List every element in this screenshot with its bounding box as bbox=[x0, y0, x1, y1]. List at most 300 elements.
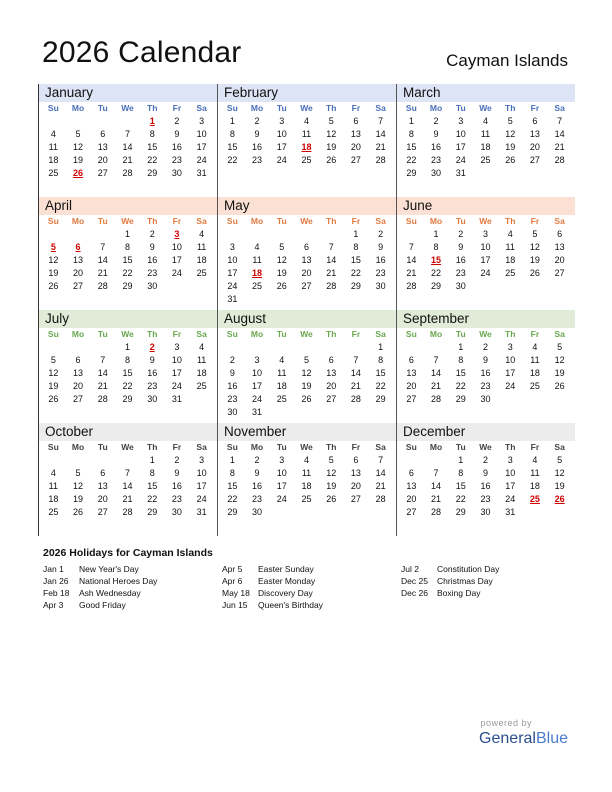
day-cell: 16 bbox=[147, 255, 158, 265]
holiday-name: New Year's Day bbox=[79, 564, 139, 574]
week-row bbox=[218, 254, 396, 267]
day-cell: 15 bbox=[147, 481, 158, 491]
day-cell: 12 bbox=[73, 481, 84, 491]
day-cell: 6 bbox=[75, 242, 81, 252]
day-cell: 12 bbox=[554, 355, 565, 365]
day-cell: 13 bbox=[73, 255, 84, 265]
day-cell: 17 bbox=[171, 368, 182, 378]
day-cell: 26 bbox=[326, 155, 337, 165]
day-cell: 5 bbox=[557, 455, 563, 465]
day-cell: 20 bbox=[97, 494, 108, 504]
day-cell: 27 bbox=[97, 507, 108, 517]
day-cell: 24 bbox=[480, 268, 491, 278]
week-row bbox=[39, 493, 217, 506]
day-cell: 30 bbox=[171, 168, 182, 178]
week-row bbox=[218, 115, 396, 128]
week-row bbox=[397, 393, 575, 406]
weekday-label: Th bbox=[326, 329, 337, 339]
day-cell: 15 bbox=[350, 255, 361, 265]
holiday-row bbox=[401, 587, 499, 599]
day-cell: 19 bbox=[505, 142, 516, 152]
week-row bbox=[39, 167, 217, 180]
weekday-label: Tu bbox=[97, 329, 108, 339]
day-cell: 19 bbox=[554, 481, 565, 491]
day-cell: 24 bbox=[171, 268, 182, 278]
week-row bbox=[39, 228, 217, 241]
day-cell: 23 bbox=[480, 381, 491, 391]
day-cell: 2 bbox=[149, 229, 155, 239]
holiday-name: Easter Monday bbox=[258, 576, 316, 586]
month-march bbox=[396, 84, 575, 197]
empty-day-cell bbox=[269, 506, 294, 519]
empty-day-cell bbox=[498, 393, 523, 406]
day-cell: 26 bbox=[326, 494, 337, 504]
weekday-label: Fr bbox=[351, 103, 361, 113]
day-cell: 29 bbox=[406, 168, 417, 178]
day-cell: 6 bbox=[557, 229, 563, 239]
day-cell: 19 bbox=[326, 142, 337, 152]
day-cell: 13 bbox=[554, 242, 565, 252]
day-cell: 15 bbox=[227, 481, 238, 491]
empty-day-cell bbox=[344, 341, 369, 354]
weekday-label: Th bbox=[147, 329, 158, 339]
holiday-name: Boxing Day bbox=[437, 588, 481, 598]
day-cell: 29 bbox=[122, 281, 133, 291]
day-cell: 16 bbox=[147, 368, 158, 378]
day-cell: 27 bbox=[73, 394, 84, 404]
weekday-header bbox=[39, 328, 217, 341]
day-cell: 23 bbox=[227, 394, 238, 404]
empty-day-cell bbox=[319, 341, 344, 354]
day-cell: 23 bbox=[252, 494, 263, 504]
weekday-label: We bbox=[121, 103, 134, 113]
day-cell: 19 bbox=[48, 381, 59, 391]
day-cell: 3 bbox=[174, 342, 180, 352]
day-cell: 27 bbox=[97, 168, 108, 178]
day-cell: 22 bbox=[122, 381, 133, 391]
day-cell: 3 bbox=[279, 455, 285, 465]
day-cell: 10 bbox=[505, 468, 516, 478]
weekday-label: Fr bbox=[530, 216, 540, 226]
empty-day-cell bbox=[319, 406, 344, 419]
week-row bbox=[397, 454, 575, 467]
day-cell: 2 bbox=[149, 342, 155, 352]
week-row bbox=[39, 141, 217, 154]
day-cell: 13 bbox=[97, 142, 108, 152]
day-cell: 28 bbox=[375, 155, 386, 165]
day-cell: 20 bbox=[73, 268, 84, 278]
weekday-label: Fr bbox=[351, 442, 361, 452]
day-cell: 8 bbox=[229, 129, 235, 139]
holiday-date: Feb 18 bbox=[43, 588, 70, 598]
day-cell: 29 bbox=[431, 281, 442, 291]
empty-day-cell bbox=[344, 293, 369, 306]
empty-day-cell bbox=[294, 341, 319, 354]
day-cell: 17 bbox=[480, 255, 491, 265]
weekday-label: Sa bbox=[375, 442, 386, 452]
day-cell: 21 bbox=[122, 155, 133, 165]
weekday-label: Sa bbox=[196, 216, 207, 226]
day-cell: 3 bbox=[507, 342, 513, 352]
day-cell: 31 bbox=[171, 394, 182, 404]
day-cell: 9 bbox=[149, 242, 155, 252]
day-cell: 27 bbox=[326, 394, 337, 404]
weekday-label: We bbox=[479, 216, 492, 226]
day-cell: 28 bbox=[406, 281, 417, 291]
week-row bbox=[397, 228, 575, 241]
holidays-title: 2026 Holidays for Cayman Islands bbox=[43, 547, 213, 559]
day-cell: 3 bbox=[279, 116, 285, 126]
day-cell: 28 bbox=[122, 507, 133, 517]
day-cell: 16 bbox=[480, 368, 491, 378]
day-cell: 31 bbox=[252, 407, 263, 417]
day-cell: 25 bbox=[48, 507, 59, 517]
empty-day-cell bbox=[547, 167, 572, 180]
day-cell: 22 bbox=[431, 268, 442, 278]
day-cell: 12 bbox=[554, 468, 565, 478]
day-cell: 17 bbox=[252, 381, 263, 391]
day-cell: 2 bbox=[482, 342, 488, 352]
day-cell: 17 bbox=[196, 481, 207, 491]
weekday-header bbox=[39, 441, 217, 454]
month-title: April bbox=[39, 197, 217, 215]
week-row bbox=[218, 406, 396, 419]
day-cell: 11 bbox=[196, 355, 207, 365]
day-cell: 11 bbox=[530, 355, 540, 365]
day-cell: 9 bbox=[174, 129, 180, 139]
day-cell: 8 bbox=[458, 355, 464, 365]
day-cell: 22 bbox=[406, 155, 417, 165]
month-title: July bbox=[39, 310, 217, 328]
weekday-label: Su bbox=[47, 216, 59, 226]
day-cell: 27 bbox=[554, 268, 565, 278]
day-cell: 19 bbox=[301, 381, 312, 391]
day-cell: 9 bbox=[254, 468, 260, 478]
weekday-label: Fr bbox=[351, 216, 361, 226]
day-cell: 3 bbox=[507, 455, 513, 465]
empty-day-cell bbox=[220, 341, 245, 354]
day-cell: 12 bbox=[48, 368, 59, 378]
week-row bbox=[218, 454, 396, 467]
day-cell: 3 bbox=[254, 355, 260, 365]
day-cell: 12 bbox=[301, 368, 312, 378]
day-cell: 15 bbox=[431, 255, 442, 265]
holiday-name: Easter Sunday bbox=[258, 564, 314, 574]
day-cell: 6 bbox=[328, 355, 334, 365]
day-cell: 2 bbox=[378, 229, 384, 239]
empty-day-cell bbox=[399, 341, 424, 354]
weekday-label: Th bbox=[326, 103, 337, 113]
weekday-label: We bbox=[479, 103, 492, 113]
generalblue-logo[interactable] bbox=[479, 730, 568, 748]
day-cell: 9 bbox=[229, 368, 235, 378]
week-row bbox=[218, 154, 396, 167]
day-cell: 5 bbox=[303, 355, 309, 365]
day-cell: 28 bbox=[375, 494, 386, 504]
day-cell: 14 bbox=[97, 255, 108, 265]
day-cell: 2 bbox=[254, 455, 260, 465]
week-row bbox=[39, 254, 217, 267]
day-cell: 13 bbox=[406, 368, 417, 378]
day-cell: 15 bbox=[455, 481, 466, 491]
weekday-label: Mo bbox=[250, 216, 264, 226]
day-cell: 29 bbox=[375, 394, 386, 404]
day-cell: 28 bbox=[350, 394, 361, 404]
day-cell: 6 bbox=[408, 355, 414, 365]
weekday-label: Th bbox=[147, 216, 158, 226]
day-cell: 20 bbox=[326, 381, 337, 391]
day-cell: 1 bbox=[149, 455, 155, 465]
day-cell: 23 bbox=[455, 268, 466, 278]
week-row bbox=[218, 367, 396, 380]
day-cell: 17 bbox=[505, 481, 516, 491]
empty-day-cell bbox=[294, 406, 319, 419]
week-row bbox=[397, 241, 575, 254]
empty-day-cell bbox=[41, 341, 66, 354]
day-cell: 8 bbox=[124, 242, 130, 252]
day-cell: 12 bbox=[48, 255, 59, 265]
day-cell: 21 bbox=[406, 268, 417, 278]
day-cell: 16 bbox=[171, 142, 182, 152]
day-cell: 27 bbox=[301, 281, 312, 291]
day-cell: 23 bbox=[252, 155, 263, 165]
day-cell: 27 bbox=[73, 281, 84, 291]
day-cell: 21 bbox=[326, 268, 337, 278]
weekday-label: Fr bbox=[530, 329, 540, 339]
weekday-label: Fr bbox=[172, 216, 182, 226]
weekday-label: Sa bbox=[554, 329, 565, 339]
day-cell: 13 bbox=[529, 129, 540, 139]
weekday-header bbox=[39, 215, 217, 228]
day-cell: 3 bbox=[174, 229, 180, 239]
empty-day-cell bbox=[245, 341, 270, 354]
day-cell: 14 bbox=[375, 468, 386, 478]
day-cell: 5 bbox=[75, 129, 81, 139]
day-cell: 19 bbox=[73, 155, 84, 165]
weekday-header bbox=[39, 102, 217, 115]
day-cell: 15 bbox=[406, 142, 417, 152]
day-cell: 25 bbox=[301, 494, 312, 504]
empty-day-cell bbox=[66, 115, 91, 128]
empty-day-cell bbox=[523, 167, 548, 180]
day-cell: 11 bbox=[301, 129, 312, 139]
day-cell: 14 bbox=[350, 368, 361, 378]
empty-day-cell bbox=[220, 228, 245, 241]
weekday-label: Tu bbox=[455, 442, 466, 452]
day-cell: 29 bbox=[147, 507, 158, 517]
day-cell: 27 bbox=[350, 494, 361, 504]
empty-day-cell bbox=[294, 228, 319, 241]
holiday-column-1 bbox=[43, 563, 157, 611]
day-cell: 24 bbox=[196, 155, 207, 165]
day-cell: 25 bbox=[529, 381, 540, 391]
empty-day-cell bbox=[294, 293, 319, 306]
day-cell: 26 bbox=[48, 394, 59, 404]
day-cell: 26 bbox=[529, 268, 540, 278]
day-cell: 4 bbox=[279, 355, 285, 365]
day-cell: 2 bbox=[174, 455, 180, 465]
weekday-label: Fr bbox=[172, 103, 182, 113]
weekday-label: Mo bbox=[429, 216, 443, 226]
day-cell: 17 bbox=[276, 142, 287, 152]
weekday-label: Su bbox=[405, 442, 417, 452]
week-row bbox=[218, 341, 396, 354]
day-cell: 11 bbox=[301, 468, 312, 478]
day-cell: 8 bbox=[458, 468, 464, 478]
holiday-date: Apr 5 bbox=[222, 564, 243, 574]
day-cell: 10 bbox=[171, 355, 182, 365]
weekday-label: Tu bbox=[455, 103, 466, 113]
weekday-label: Th bbox=[505, 442, 516, 452]
day-cell: 20 bbox=[73, 381, 84, 391]
day-cell: 9 bbox=[149, 355, 155, 365]
week-row bbox=[39, 115, 217, 128]
weekday-label: Su bbox=[405, 103, 417, 113]
holiday-date: Dec 26 bbox=[401, 588, 428, 598]
week-row bbox=[218, 493, 396, 506]
weekday-label: Fr bbox=[351, 329, 361, 339]
weekday-label: Th bbox=[326, 442, 337, 452]
day-cell: 18 bbox=[529, 368, 540, 378]
holiday-row bbox=[401, 563, 499, 575]
day-cell: 2 bbox=[254, 116, 260, 126]
day-cell: 3 bbox=[199, 116, 205, 126]
empty-day-cell bbox=[344, 506, 369, 519]
empty-day-cell bbox=[66, 341, 91, 354]
day-cell: 26 bbox=[554, 381, 565, 391]
day-cell: 18 bbox=[301, 481, 312, 491]
weekday-label: Tu bbox=[276, 103, 287, 113]
weekday-label: Su bbox=[226, 216, 238, 226]
holiday-row bbox=[222, 599, 323, 611]
week-row bbox=[218, 393, 396, 406]
day-cell: 7 bbox=[100, 355, 106, 365]
day-cell: 18 bbox=[480, 142, 491, 152]
day-cell: 20 bbox=[406, 381, 417, 391]
weekday-label: Mo bbox=[429, 329, 443, 339]
day-cell: 5 bbox=[50, 242, 56, 252]
day-cell: 2 bbox=[229, 355, 235, 365]
weekday-label: Su bbox=[226, 329, 238, 339]
empty-day-cell bbox=[41, 228, 66, 241]
empty-day-cell bbox=[66, 228, 91, 241]
week-row bbox=[39, 128, 217, 141]
weekday-label: Fr bbox=[530, 103, 540, 113]
empty-day-cell bbox=[269, 293, 294, 306]
day-cell: 18 bbox=[48, 494, 59, 504]
day-cell: 24 bbox=[276, 155, 287, 165]
month-february bbox=[217, 84, 396, 197]
weekday-label: Su bbox=[47, 103, 59, 113]
day-cell: 15 bbox=[147, 142, 158, 152]
day-cell: 26 bbox=[48, 281, 59, 291]
day-cell: 9 bbox=[482, 355, 488, 365]
weekday-header bbox=[397, 102, 575, 115]
day-cell: 10 bbox=[505, 355, 516, 365]
day-cell: 9 bbox=[458, 242, 464, 252]
day-cell: 22 bbox=[227, 494, 238, 504]
week-row bbox=[39, 454, 217, 467]
day-cell: 4 bbox=[50, 129, 56, 139]
day-cell: 1 bbox=[229, 455, 235, 465]
day-cell: 22 bbox=[455, 381, 466, 391]
day-cell: 30 bbox=[480, 507, 491, 517]
weekday-label: Sa bbox=[554, 442, 565, 452]
day-cell: 1 bbox=[124, 342, 130, 352]
empty-day-cell bbox=[473, 167, 498, 180]
day-cell: 11 bbox=[48, 142, 59, 152]
day-cell: 9 bbox=[433, 129, 439, 139]
week-row bbox=[39, 341, 217, 354]
day-cell: 24 bbox=[276, 494, 287, 504]
empty-day-cell bbox=[523, 280, 548, 293]
day-cell: 7 bbox=[353, 355, 359, 365]
week-row bbox=[218, 141, 396, 154]
day-cell: 13 bbox=[301, 255, 312, 265]
holiday-date: Apr 3 bbox=[43, 600, 64, 610]
empty-day-cell bbox=[189, 280, 214, 293]
empty-day-cell bbox=[115, 115, 140, 128]
day-cell: 10 bbox=[196, 468, 207, 478]
day-cell: 6 bbox=[75, 355, 81, 365]
holiday-name: National Heroes Day bbox=[79, 576, 158, 586]
weekday-label: We bbox=[479, 442, 492, 452]
empty-day-cell bbox=[165, 280, 190, 293]
month-title: December bbox=[397, 423, 575, 441]
day-cell: 24 bbox=[227, 281, 238, 291]
day-cell: 17 bbox=[196, 142, 207, 152]
day-cell: 4 bbox=[507, 229, 513, 239]
day-cell: 19 bbox=[48, 268, 59, 278]
empty-day-cell bbox=[245, 293, 270, 306]
week-row bbox=[397, 367, 575, 380]
week-row bbox=[397, 128, 575, 141]
day-cell: 29 bbox=[455, 394, 466, 404]
holiday-name: Ash Wednesday bbox=[79, 588, 141, 598]
weekday-label: Mo bbox=[71, 103, 85, 113]
week-row bbox=[218, 241, 396, 254]
day-cell: 8 bbox=[149, 129, 155, 139]
weekday-header bbox=[218, 328, 396, 341]
day-cell: 30 bbox=[480, 394, 491, 404]
day-cell: 25 bbox=[252, 281, 263, 291]
day-cell: 16 bbox=[252, 481, 263, 491]
empty-day-cell bbox=[498, 280, 523, 293]
day-cell: 9 bbox=[378, 242, 384, 252]
empty-day-cell bbox=[269, 228, 294, 241]
holiday-date: Apr 6 bbox=[222, 576, 243, 586]
empty-day-cell bbox=[115, 454, 140, 467]
week-row bbox=[218, 506, 396, 519]
month-june bbox=[396, 197, 575, 310]
day-cell: 14 bbox=[554, 129, 565, 139]
week-row bbox=[218, 128, 396, 141]
day-cell: 17 bbox=[455, 142, 466, 152]
day-cell: 27 bbox=[529, 155, 540, 165]
weekday-header bbox=[218, 441, 396, 454]
holiday-name: Constitution Day bbox=[437, 564, 500, 574]
day-cell: 16 bbox=[480, 481, 491, 491]
day-cell: 6 bbox=[100, 129, 106, 139]
weekday-label: Mo bbox=[250, 103, 264, 113]
weekday-label: Th bbox=[505, 103, 516, 113]
holiday-date: Dec 25 bbox=[401, 576, 428, 586]
week-row bbox=[39, 154, 217, 167]
weekday-header bbox=[397, 441, 575, 454]
day-cell: 12 bbox=[276, 255, 287, 265]
day-cell: 14 bbox=[122, 142, 133, 152]
weekday-label: Mo bbox=[250, 329, 264, 339]
